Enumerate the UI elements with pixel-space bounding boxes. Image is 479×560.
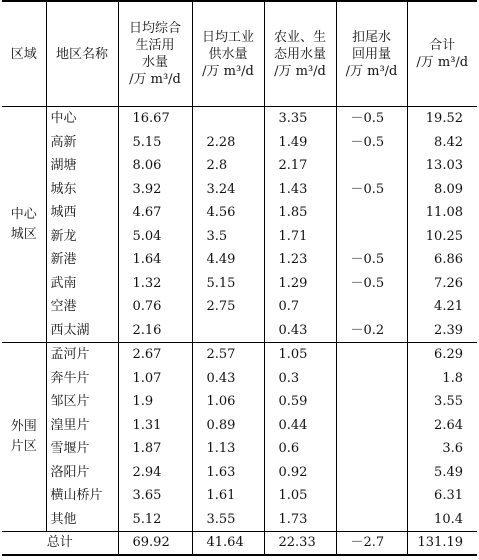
- agricultural-cell: 1.23: [264, 248, 336, 272]
- header-domestic: 日均综合 生活用 水量 /万 m³/d: [118, 1, 192, 107]
- area-name-cell: 邹区片: [46, 390, 118, 414]
- area-name-cell: 奔牛片: [46, 367, 118, 391]
- domestic-cell: 1.31: [118, 414, 192, 438]
- total-cell: 10.4: [434, 511, 463, 527]
- area-name-cell: 武南: [46, 272, 118, 296]
- reuse-cell: －0.5: [336, 107, 407, 131]
- total-cell: 3.55: [434, 394, 463, 409]
- header-region: 区域: [2, 1, 46, 107]
- area-name-cell: 城东: [46, 178, 118, 202]
- water-demand-table: [2, 0, 477, 556]
- reuse-cell: [336, 390, 407, 414]
- industrial-cell: 3.24: [192, 178, 264, 202]
- total-industrial: 41.64: [192, 532, 264, 556]
- total-cell: 5.49: [434, 464, 463, 480]
- industrial-cell: 1.61: [192, 484, 264, 508]
- area-name-cell: 雪堰片: [46, 437, 118, 461]
- domestic-cell: 8.06: [118, 154, 192, 178]
- region-label-line: 片区: [10, 439, 37, 454]
- total-reuse: －2.7: [336, 532, 407, 556]
- total-cell: 8.09: [434, 181, 463, 197]
- agricultural-cell: 1.85: [264, 201, 336, 225]
- region-label-line: 城区: [10, 226, 37, 242]
- header-total: 合计 /万 m³/d: [416, 38, 469, 70]
- table-row: [2, 201, 477, 225]
- reuse-cell: －0.2: [336, 319, 407, 343]
- domestic-cell: 1.64: [118, 248, 192, 272]
- agricultural-cell: 0.92: [264, 461, 336, 485]
- total-cell: 7.26: [434, 275, 463, 291]
- reuse-cell: －0.5: [336, 131, 407, 155]
- table-row: [2, 225, 477, 249]
- area-name-cell: 洛阳片: [46, 461, 118, 485]
- total-cell: 19.52: [425, 111, 463, 126]
- reuse-cell: [336, 414, 407, 438]
- table-row: [2, 295, 477, 319]
- reuse-cell: [336, 484, 407, 508]
- table-row: [2, 367, 477, 391]
- reuse-cell: [336, 201, 407, 225]
- area-name-cell: 空港: [46, 295, 118, 319]
- agricultural-cell: 0.3: [264, 367, 336, 391]
- header-agricultural: 农业、生 态用水量 /万 m³/d: [264, 1, 336, 107]
- region-label-line: 外围: [10, 419, 37, 434]
- region-label-line: 中心: [10, 206, 37, 222]
- total-cell: 2.64: [434, 417, 463, 433]
- agricultural-cell: 1.29: [264, 272, 336, 296]
- domestic-cell: 3.65: [118, 484, 192, 508]
- table-row: [2, 272, 477, 296]
- total-cell: 6.31: [434, 488, 463, 503]
- table-row: [2, 178, 477, 202]
- agricultural-cell: 1.49: [264, 131, 336, 155]
- area-name-cell: 其他: [46, 508, 118, 532]
- domestic-cell: 1.9: [118, 390, 192, 414]
- total-cell: 2.39: [434, 322, 463, 338]
- reuse-cell: [336, 461, 407, 485]
- agricultural-cell: 0.59: [264, 390, 336, 414]
- area-name-cell: 孟河片: [46, 343, 118, 367]
- industrial-cell: 4.56: [192, 201, 264, 225]
- reuse-cell: [336, 154, 407, 178]
- table-row: [2, 343, 477, 367]
- total-cell: 10.25: [425, 228, 463, 244]
- total-row: [2, 532, 477, 556]
- grand-total: 131.19: [407, 532, 477, 556]
- total-cell: 3.6: [442, 441, 463, 456]
- agricultural-cell: 1.05: [264, 484, 336, 508]
- reuse-cell: [336, 225, 407, 249]
- industrial-cell: 2.57: [192, 343, 264, 367]
- domestic-cell: 2.67: [118, 343, 192, 367]
- domestic-cell: 5.04: [118, 225, 192, 249]
- industrial-cell: 1.63: [192, 461, 264, 485]
- area-name-cell: 新港: [46, 248, 118, 272]
- area-name-cell: 湖塘: [46, 154, 118, 178]
- domestic-cell: 5.12: [118, 508, 192, 532]
- area-name-cell: 新龙: [46, 225, 118, 249]
- industrial-cell: 3.55: [192, 508, 264, 532]
- agricultural-cell: 1.71: [264, 225, 336, 249]
- table-row: [2, 319, 477, 343]
- agricultural-cell: 1.43: [264, 178, 336, 202]
- industrial-cell: 2.75: [192, 295, 264, 319]
- agricultural-cell: 2.17: [264, 154, 336, 178]
- industrial-cell: 4.49: [192, 248, 264, 272]
- reuse-cell: [336, 437, 407, 461]
- header-row: [2, 1, 477, 107]
- industrial-cell: 3.5: [192, 225, 264, 249]
- table-row: [2, 414, 477, 438]
- industrial-cell: 1.06: [192, 390, 264, 414]
- industrial-cell: 2.8: [192, 154, 264, 178]
- agricultural-cell: 0.7: [264, 295, 336, 319]
- region-cell: [2, 343, 46, 532]
- region-cell: [2, 107, 46, 343]
- total-cell: 1.8: [442, 370, 463, 386]
- reuse-cell: －0.5: [336, 272, 407, 296]
- industrial-cell: [192, 319, 264, 343]
- domestic-cell: 1.87: [118, 437, 192, 461]
- area-name-cell: 城西: [46, 201, 118, 225]
- total-cell: 6.29: [407, 343, 477, 367]
- total-cell: 6.86: [434, 252, 463, 267]
- area-name-cell: 西太湖: [46, 319, 118, 343]
- reuse-cell: [336, 295, 407, 319]
- total-label: 总计: [2, 532, 118, 556]
- domestic-cell: 0.76: [118, 295, 192, 319]
- domestic-cell: 2.94: [118, 461, 192, 485]
- domestic-cell: 16.67: [118, 107, 192, 131]
- area-name-cell: 湟里片: [46, 414, 118, 438]
- domestic-cell: 5.15: [118, 131, 192, 155]
- reuse-cell: －0.5: [336, 248, 407, 272]
- table-row: [2, 154, 477, 178]
- industrial-cell: [192, 107, 264, 131]
- total-cell: 11.08: [425, 205, 463, 220]
- table-row: [2, 131, 477, 155]
- table-row: [2, 390, 477, 414]
- table-row: [2, 484, 477, 508]
- industrial-cell: 1.13: [192, 437, 264, 461]
- table-row: [2, 107, 477, 131]
- table-row: [2, 508, 477, 532]
- total-domestic: 69.92: [118, 532, 192, 556]
- agricultural-cell: 0.43: [264, 319, 336, 343]
- industrial-cell: 5.15: [192, 272, 264, 296]
- industrial-cell: 0.89: [192, 414, 264, 438]
- table-row: [2, 248, 477, 272]
- reuse-cell: [336, 343, 407, 367]
- domestic-cell: 1.07: [118, 367, 192, 391]
- total-cell: 4.21: [434, 299, 463, 314]
- table-body: [2, 107, 477, 556]
- domestic-cell: 4.67: [118, 201, 192, 225]
- industrial-cell: 2.28: [192, 131, 264, 155]
- area-name-cell: 中心: [46, 107, 118, 131]
- total-agricultural: 22.33: [264, 532, 336, 556]
- reuse-cell: －0.5: [336, 178, 407, 202]
- industrial-cell: 0.43: [192, 367, 264, 391]
- table-row: [2, 437, 477, 461]
- area-name-cell: 横山桥片: [46, 484, 118, 508]
- domestic-cell: 1.32: [118, 272, 192, 296]
- total-cell: 8.42: [434, 134, 463, 150]
- header-industrial: 日均工业 供水量 /万 m³/d: [192, 1, 264, 107]
- total-cell: 13.03: [425, 158, 463, 173]
- reuse-cell: [336, 508, 407, 532]
- agricultural-cell: 0.6: [264, 437, 336, 461]
- agricultural-cell: 1.05: [264, 343, 336, 367]
- agricultural-cell: 3.35: [264, 107, 336, 131]
- agricultural-cell: 0.44: [264, 414, 336, 438]
- header-area-name: 地区名称: [46, 1, 118, 107]
- domestic-cell: 2.16: [118, 319, 192, 343]
- reuse-cell: [336, 367, 407, 391]
- area-name-cell: 高新: [46, 131, 118, 155]
- table-row: [2, 461, 477, 485]
- domestic-cell: 3.92: [118, 178, 192, 202]
- header-reuse: 扣尾水 回用量 /万 m³/d: [336, 1, 407, 107]
- agricultural-cell: 1.73: [264, 508, 336, 532]
